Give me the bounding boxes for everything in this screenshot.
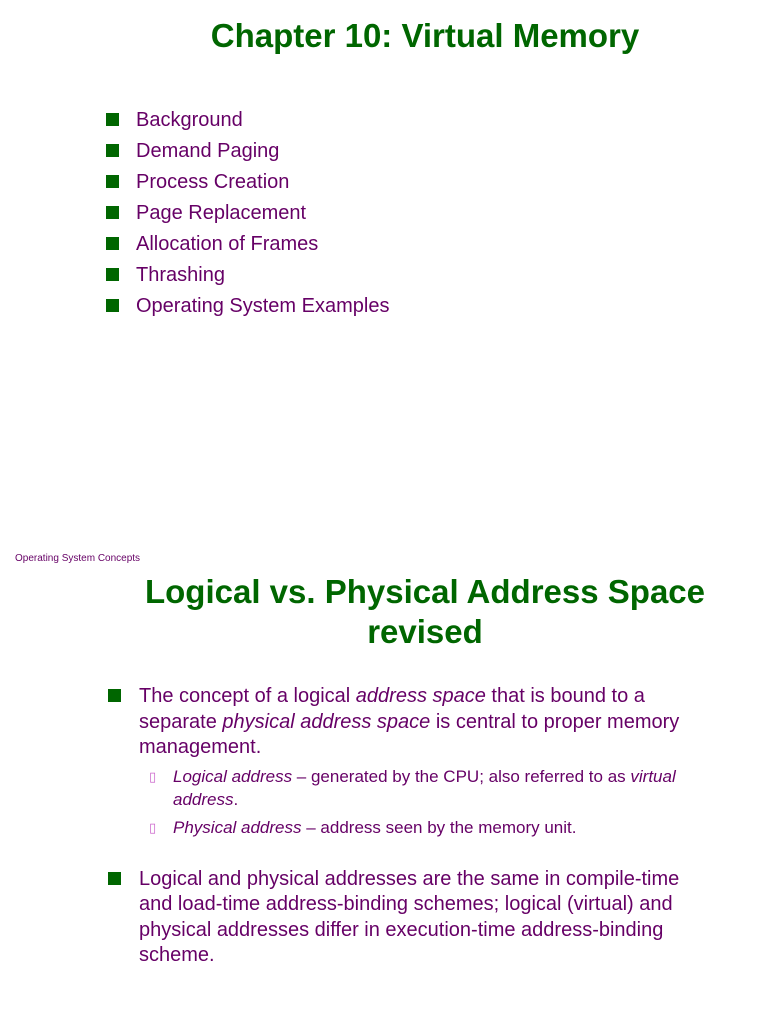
list-item: Thrashing [106,263,389,294]
topic-list [106,108,389,325]
content-list [108,684,708,969]
square-bullet-icon [106,237,119,250]
square-bullet-icon [106,206,119,219]
sub-list-item: ▯ Physical address – address seen by the memory unit. [149,817,577,837]
list-item: The concept of a logical address space that is bound to a separate physical address space is central to proper memory management. ▯ Logical address – generated by the CPU; also referred to as virtual address. ▯ Physical address – address seen by the memory unit. [108,684,708,839]
list-item: Background [106,108,389,139]
square-bullet-icon [106,299,119,312]
list-item: Page Replacement [106,201,389,232]
slide-title: Logical vs. Physical Address Space revised [144,573,706,650]
list-item: Logical and physical addresses are the same in compile-time and load-time address-binding schemes; logical (virtual) and physical addresses differ in execution-time address-binding scheme. [108,867,708,969]
slide-footer: Operating System Concepts [15,553,141,564]
sub-list-item: ▯ Logical address – generated by the CPU; also referred to as virtual address. [149,766,676,809]
square-bullet-icon [106,175,119,188]
sub-bullet-icon: ▯ [149,819,157,835]
list-item: Operating System Examples [106,294,389,325]
sub-list [139,765,708,839]
square-bullet-icon [106,268,119,281]
sub-bullet-icon: ▯ [149,768,157,784]
square-bullet-icon [106,144,119,157]
square-bullet-icon [108,872,121,885]
square-bullet-icon [108,689,121,702]
list-item: Allocation of Frames [106,232,389,263]
list-item: Demand Paging [106,139,389,170]
list-item: Process Creation [106,170,389,201]
slide-title: Chapter 10: Virtual Memory [210,17,640,54]
square-bullet-icon [106,113,119,126]
